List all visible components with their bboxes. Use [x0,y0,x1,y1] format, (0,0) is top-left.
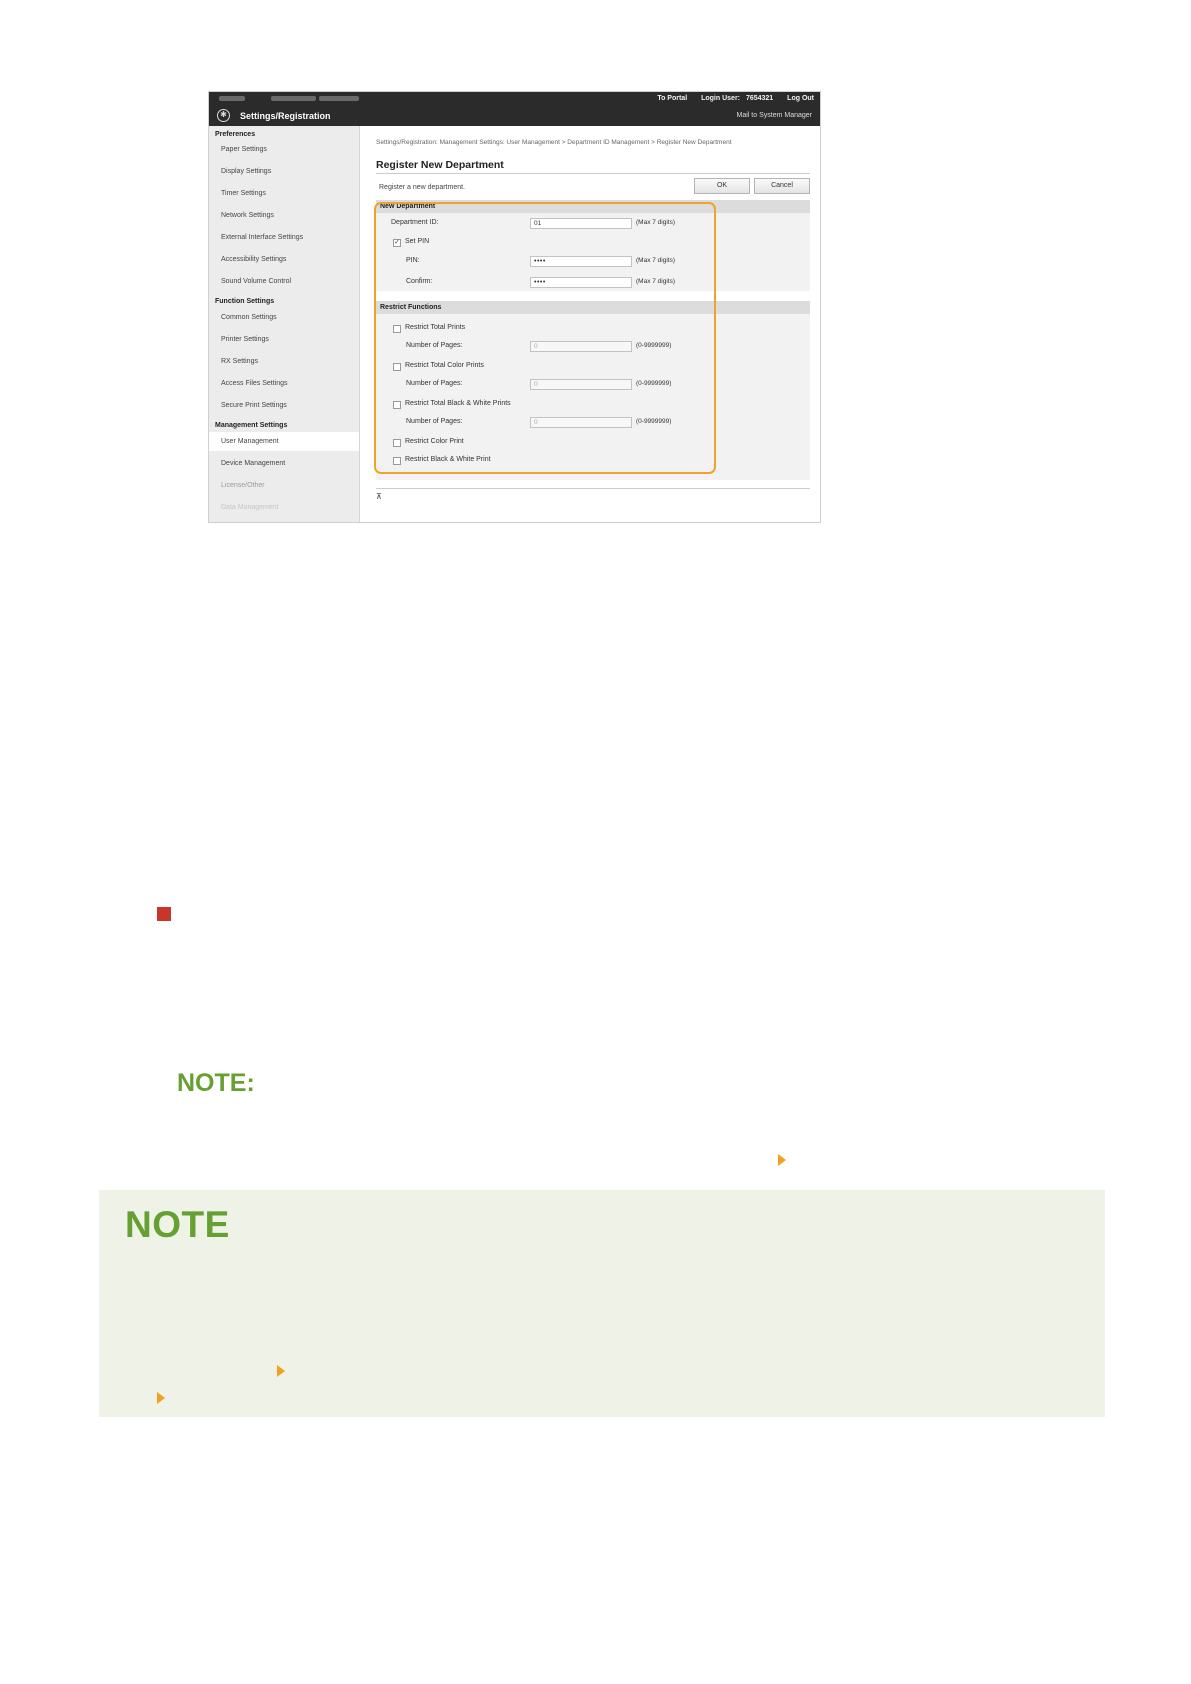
section-heading: Register New Department [376,159,504,171]
sidebar-item-network-settings[interactable]: Network Settings [221,212,274,219]
number-of-pages-label: Number of Pages: [406,342,463,349]
set-pin-label: Set PIN [405,238,430,245]
highlight-frame [374,202,716,474]
sidebar-item-rx-settings[interactable]: RX Settings [221,358,258,365]
set-pin-checkbox[interactable]: ✓ [394,239,400,246]
sidebar-item-paper-settings[interactable]: Paper Settings [221,146,267,153]
new-department-header: New Department [376,200,810,213]
to-portal-link[interactable]: To Portal [657,95,688,102]
sidebar-item-device-management[interactable]: Device Management [221,460,286,467]
total-bw-prints-pages-input[interactable]: 0 [530,417,632,428]
link-arrow-icon[interactable] [277,1365,285,1377]
confirm-input[interactable]: •••• [530,277,632,288]
sidebar-item-access-files-settings[interactable]: Access Files Settings [221,380,288,387]
department-id-hint: (Max 7 digits) [636,219,676,226]
sidebar-item-printer-settings[interactable]: Printer Settings [221,336,269,343]
link-arrow-icon[interactable] [157,1392,165,1404]
sidebar-item-accessibility-settings[interactable]: Accessibility Settings [221,256,287,263]
total-color-prints-pages-input[interactable]: 0 [530,379,632,390]
blurred-text [271,96,316,101]
restrict-color-print-label: Restrict Color Print [405,438,464,445]
sidebar-item-sound-volume-control[interactable]: Sound Volume Control [221,278,292,285]
blurred-text [219,96,245,101]
department-id-label: Department ID: [391,219,439,226]
total-prints-range-hint: (0-9999999) [636,342,672,349]
sidebar-item-secure-print-settings[interactable]: Secure Print Settings [221,402,287,409]
restrict-functions-header: Restrict Functions [376,301,810,314]
description-text: Register a new department. [379,184,465,191]
restrict-total-prints-label: Restrict Total Prints [405,324,466,331]
remote-ui-screenshot [208,91,821,523]
sidebar-group-preferences: Preferences [215,131,256,138]
login-user-label [701,95,773,102]
mail-to-system-manager-link[interactable]: Mail to System Manager [736,112,812,119]
number-of-pages-label: Number of Pages: [406,380,463,387]
restrict-bw-print-label: Restrict Black & White Print [405,456,491,463]
page-title: Settings/Registration [240,111,331,121]
pin-hint: (Max 7 digits) [636,257,676,264]
total-color-prints-range-hint: (0-9999999) [636,380,672,387]
cancel-button[interactable]: Cancel [754,178,810,194]
sidebar-item-common-settings[interactable]: Common Settings [221,314,277,321]
sidebar-item-display-settings[interactable]: Display Settings [221,168,272,175]
log-out-link[interactable]: Log Out [787,95,814,102]
section-bullet-icon [157,907,171,921]
divider [376,488,810,489]
blurred-text [319,96,359,101]
pin-input[interactable]: •••• [530,256,632,267]
login-user-value: 7654321 [745,95,774,102]
sidebar-item-data-management[interactable]: Data Management [221,504,279,511]
total-prints-pages-input[interactable]: 0 [530,341,632,352]
restrict-total-color-prints-label: Restrict Total Color Prints [405,362,484,369]
sidebar [209,126,360,523]
confirm-hint: (Max 7 digits) [636,278,676,285]
sidebar-item-external-interface-settings[interactable]: External Interface Settings [221,234,304,241]
settings-icon: ✱ [217,109,230,122]
restrict-total-bw-prints-label: Restrict Total Black & White Prints [405,400,511,407]
link-arrow-icon[interactable] [778,1154,786,1166]
sidebar-group-function-settings: Function Settings [215,298,275,305]
breadcrumb: Settings/Registration: Management Settings: User Management > Department ID Management > Register New Department [376,139,732,146]
department-id-input[interactable]: 01 [530,218,632,229]
note-label: NOTE: [177,1069,255,1097]
note-box [99,1190,1105,1417]
note-box-title: NOTE [125,1204,230,1245]
header-user-line [645,95,814,102]
pin-label: PIN: [406,257,420,264]
ok-button[interactable]: OK [694,178,750,194]
scroll-to-top-icon[interactable]: ⊼ [376,492,382,501]
sidebar-item-license-other[interactable]: License/Other [221,482,265,489]
total-bw-prints-range-hint: (0-9999999) [636,418,672,425]
sidebar-item-user-management[interactable]: User Management [209,432,359,451]
confirm-label: Confirm: [406,278,433,285]
sidebar-group-management-settings: Management Settings [215,422,288,429]
top-bar [209,92,820,126]
divider [376,173,810,174]
number-of-pages-label: Number of Pages: [406,418,463,425]
login-user-text: Login User: [701,95,740,102]
sidebar-item-timer-settings[interactable]: Timer Settings [221,190,266,197]
